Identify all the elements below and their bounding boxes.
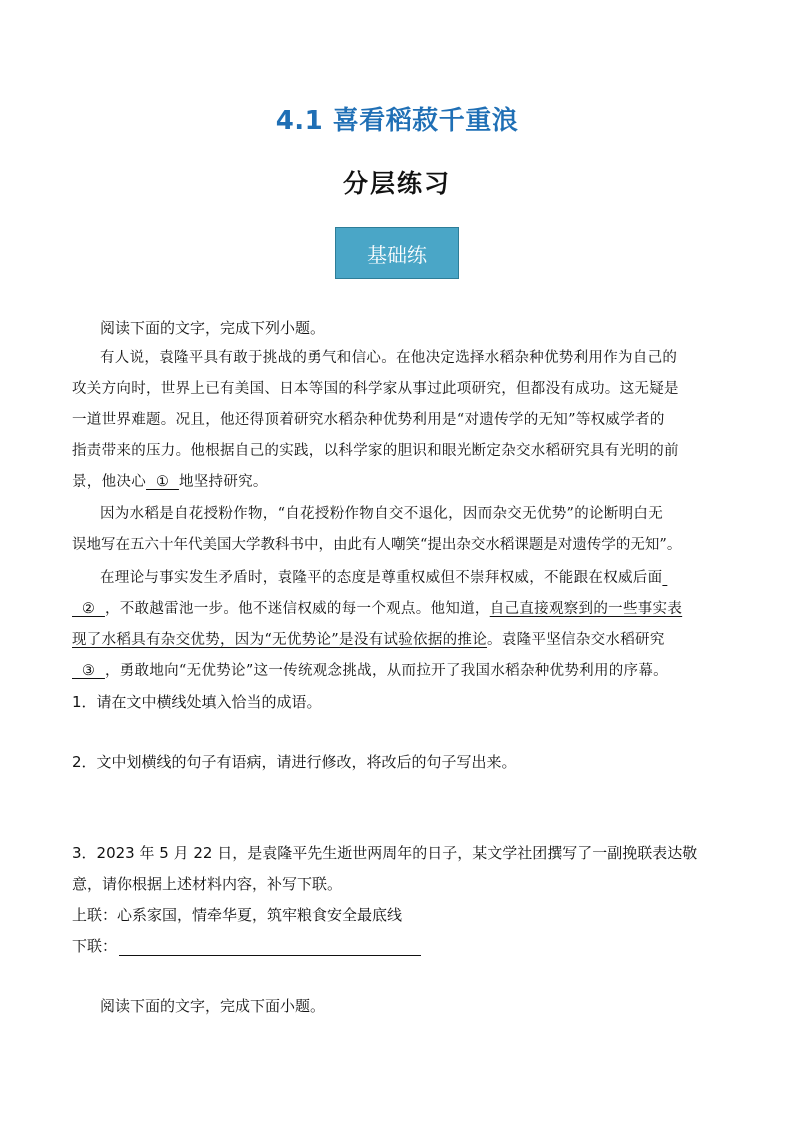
passage-line: 有人说，袁隆平具有敢于挑战的勇气和信心。在他决定选择水稻杂种优势利用作为自己的: [100, 350, 678, 366]
couplet-upper: 上联：心系家国，情牵华夏，筑牢粮食安全最底线: [72, 906, 403, 924]
question-1: 1．请在文中横线处填入恰当的成语。: [72, 693, 322, 711]
passage-line: [72, 472, 724, 492]
passage-line: [72, 630, 724, 650]
passage-line: 攻关方向时，世界上已有美国、日本等国的科学家从事过此项研究，但都没有成功。这无疑是: [72, 381, 679, 397]
passage-line: 因为水稻是自花授粉作物，“自花授粉作物自交不退化，因而杂交无优势”的论断明白无: [100, 506, 664, 522]
passage-text: 景，他决心: [72, 474, 146, 490]
passage-line: 误地写在五六十年代美国大学教科书中，由此有人嘲笑“提出杂交水稻课题是对遗传学的无知”。: [72, 537, 682, 553]
blank-2: ②: [72, 601, 105, 617]
page-subtitle: 分层练习: [342, 169, 451, 198]
underlined-sentence: 现了水稻具有杂交优势，因为“无优势论”是没有试验依据的推论: [72, 632, 488, 648]
blank-2-start: [662, 568, 667, 588]
passage-line: [72, 661, 724, 681]
answer-line[interactable]: [119, 939, 421, 956]
section-badge: 基础练: [335, 227, 459, 279]
passage-line: [72, 599, 724, 619]
couplet-lower: [72, 936, 724, 956]
blank-1: ①: [146, 474, 179, 490]
passage-line: 指责带来的压力。他根据自己的实践，以科学家的胆识和眼光断定杂交水稻研究具有光明的前: [72, 443, 679, 459]
passage-text: 。袁隆平坚信杂交水稻研究: [487, 632, 665, 648]
passage-intro: 阅读下面的文字，完成下列小题。: [100, 319, 326, 337]
passage-text: 在理论与事实发生矛盾时，袁隆平的态度是尊重权威但不崇拜权威，不能跟在权威后面: [100, 570, 663, 586]
passage-line: [100, 568, 752, 588]
passage-text: ，勇敢地向“无优势论”这一传统观念挑战，从而拉开了我国水稻杂种优势利用的序幕。: [104, 663, 668, 679]
blank-3: ③: [72, 663, 105, 679]
page-title: 4.1 喜看稻菽千重浪: [275, 106, 519, 136]
question-2: 2．文中划横线的句子有语病，请进行修改，将改后的句子写出来。: [72, 753, 517, 771]
passage-2-intro: 阅读下面的文字，完成下面小题。: [100, 997, 326, 1015]
passage-text: ，不敢越雷池一步。他不迷信权威的每一个观点。他知道，: [104, 601, 490, 617]
passage-line: 一道世界难题。况且，他还得顶着研究水稻杂种优势利用是“对遗传学的无知”等权威学者的: [72, 412, 665, 428]
question-3: 3．2023 年 5 月 22 日，是袁隆平先生逝世两周年的日子，某文学社团撰写了一副挽联表达敬: [72, 844, 698, 862]
question-3-cont: 意，请你根据上述材料内容，补写下联。: [72, 875, 343, 893]
underlined-sentence: 自己直接观察到的一些事实表: [489, 601, 683, 617]
passage-text: 地坚持研究。: [178, 474, 268, 490]
couplet-lower-label: 下联：: [72, 937, 118, 955]
